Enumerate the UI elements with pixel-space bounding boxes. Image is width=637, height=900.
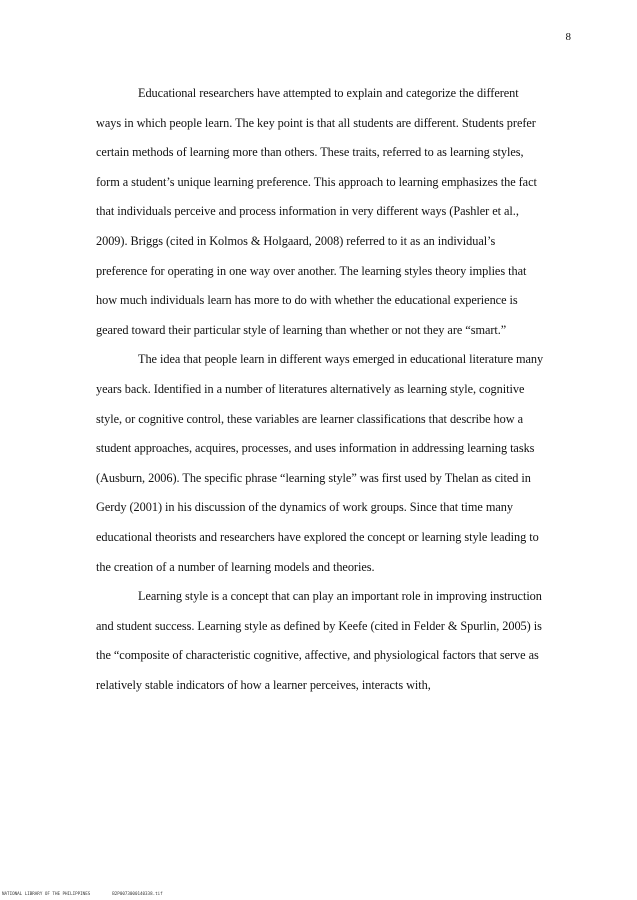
page-number: 8 bbox=[565, 31, 571, 43]
body-text bbox=[96, 79, 546, 700]
paragraph: Educational researchers have attempted to explain and categorize the different ways in which people learn. The key point is that all students are different. Students prefer certain methods of learning more than others. These traits, referred to as learning styles, form a student’s unique learning preference. This approach to learning emphasizes the fact that individuals perceive and process information in very different ways (Pashler et al., 2009). Briggs (cited in Kolmos & Holgaard, 2008) referred to it as an individual’s preference for operating in one way over another. The learning styles theory implies that how much individuals learn has more to do with whether the educational experience is geared toward their particular style of learning than whether or not they are “smart.” bbox=[96, 86, 537, 337]
footer-library-name: NATIONAL LIBRARY OF THE PHILIPPINES bbox=[2, 891, 91, 896]
scan-footer bbox=[2, 891, 163, 897]
footer-file-id: B2P0073000140338.tif bbox=[112, 891, 163, 896]
paragraph: Learning style is a concept that can play an important role in improving instruction and student success. Learning style as defined by Keefe (cited in Felder & Spurlin, 2005) is the “composite of characteristic cognitive, affective, and physiological factors that serve as relatively stable indicators of how a learner perceives, interacts with, bbox=[96, 589, 542, 692]
paragraph: The idea that people learn in different ways emerged in educational literature many years back. Identified in a number of literatures alternatively as learning style, cognitive style, or cognitive control, these variables are learner classifications that describe how a student approaches, acquires, processes, and uses information in addressing learning tasks (Ausburn, 2006). The specific phrase “learning style” was first used by Thelan as cited in Gerdy (2001) in his discussion of the dynamics of work groups. Since that time many educational theorists and researchers have explored the concept or learning style leading to the creation of a number of learning models and theories. bbox=[96, 352, 544, 574]
